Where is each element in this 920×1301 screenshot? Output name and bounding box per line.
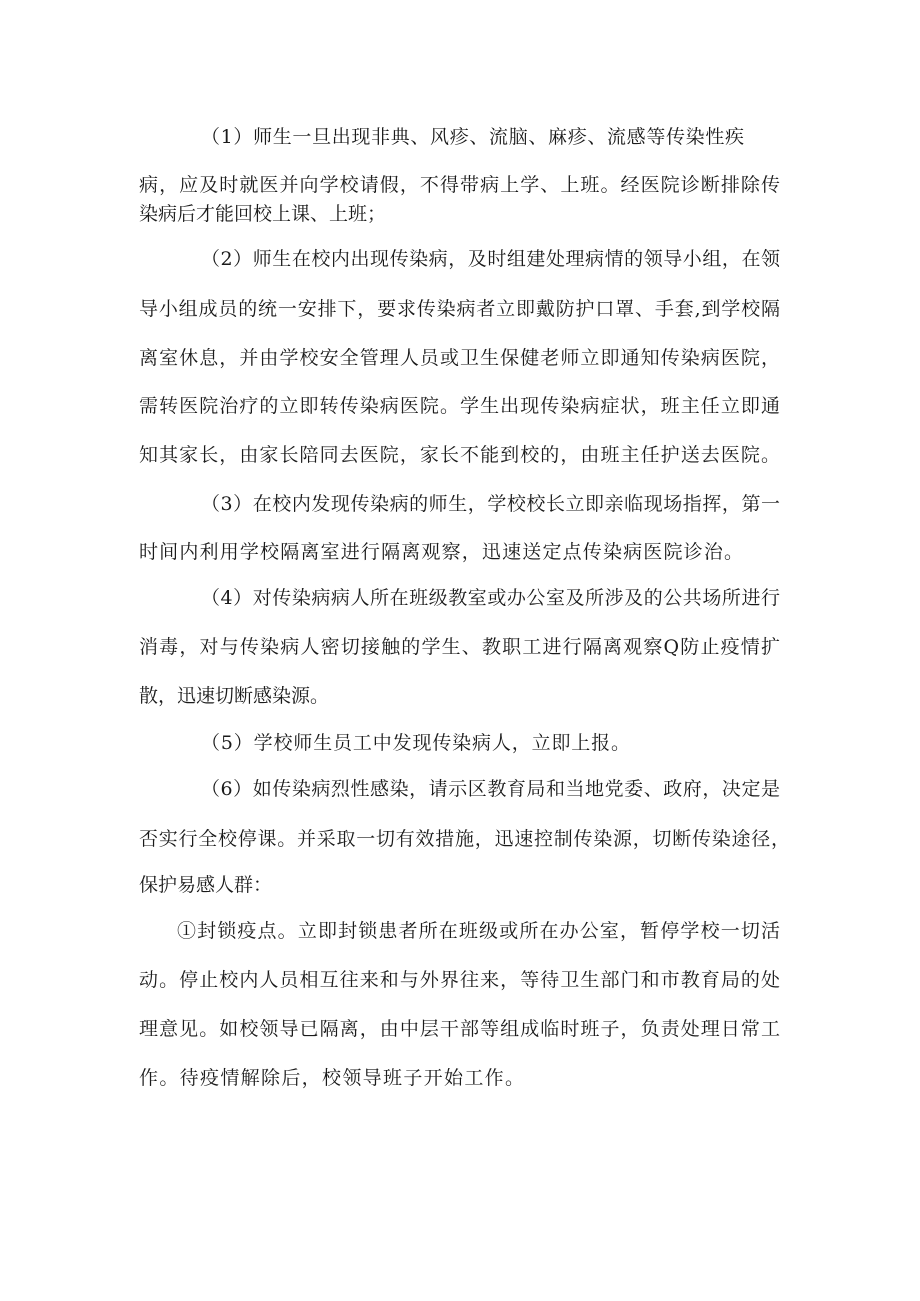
paragraph-3-line-3: 离室休息，并由学校安全管理人员或卫生保健老师立即通知传染病医院， bbox=[139, 347, 780, 369]
paragraph-3-line-4: 需转医院治疗的立即转传染病医院。学生出现传染病症状，班主任立即通 bbox=[139, 395, 780, 417]
paragraph-3-line-2: 导小组成员的统一安排下，要求传染病者立即戴防护口罩、手套,到学校隔 bbox=[139, 298, 780, 320]
paragraph-7-line-3: 保护易感人群： bbox=[139, 874, 273, 896]
paragraph-1-line-1: （1）师生一旦出现非典、风疹、流脑、麻疹、流感等传染性疾 bbox=[201, 126, 744, 148]
paragraph-3-line-5: 知其家长，由家长陪同去医院，家长不能到校的，由班主任护送去医院。 bbox=[139, 444, 780, 466]
paragraph-4-line-1: （3）在校内发现传染病的师生，学校校长立即亲临现场指挥，第一 bbox=[201, 493, 780, 515]
paragraph-8-line-3: 理意见。如校领导已隔离，由中层干部等组成临时班子，负责处理日常工 bbox=[139, 1018, 780, 1040]
paragraph-7-line-1: （6）如传染病烈性感染，请示区教育局和当地党委、政府，决定是 bbox=[201, 778, 780, 800]
paragraph-5-line-2: 消毒，对与传染病人密切接触的学生、教职工进行隔离观察Q防止疫情扩 bbox=[139, 636, 780, 658]
paragraph-8-line-2: 动。停止校内人员相互往来和与外界往来，等待卫生部门和市教育局的处 bbox=[139, 969, 780, 991]
paragraph-5-line-1: （4）对传染病病人所在班级教室或办公室及所涉及的公共场所进行 bbox=[201, 587, 780, 609]
paragraph-2-line-2: 染病后才能回校上课、上班； bbox=[139, 203, 387, 225]
paragraph-3-line-1: （2）师生在校内出现传染病，及时组建处理病情的领导小组，在领 bbox=[201, 248, 780, 270]
paragraph-4-line-2: 时间内利用学校隔离室进行隔离观察，迅速送定点传染病医院诊治。 bbox=[139, 541, 743, 563]
paragraph-2-line-1: 病，应及时就医并向学校请假，不得带病上学、上班。经医院诊断排除传 bbox=[139, 174, 780, 196]
paragraph-7-line-2: 否实行全校停课。并采取一切有效措施，迅速控制传染源，切断传染途径， bbox=[139, 828, 790, 850]
paragraph-6-line-1: （5）学校师生员工中发现传染病人，立即上报。 bbox=[201, 732, 630, 754]
paragraph-5-line-3: 散，迅速切断感染源。 bbox=[139, 685, 330, 707]
paragraph-8-line-4: 作。待疫情解除后，校领导班子开始工作。 bbox=[139, 1067, 524, 1089]
paragraph-8-line-1: ①封锁疫点。立即封锁患者所在班级或所在办公室，暂停学校一切活 bbox=[177, 920, 780, 942]
